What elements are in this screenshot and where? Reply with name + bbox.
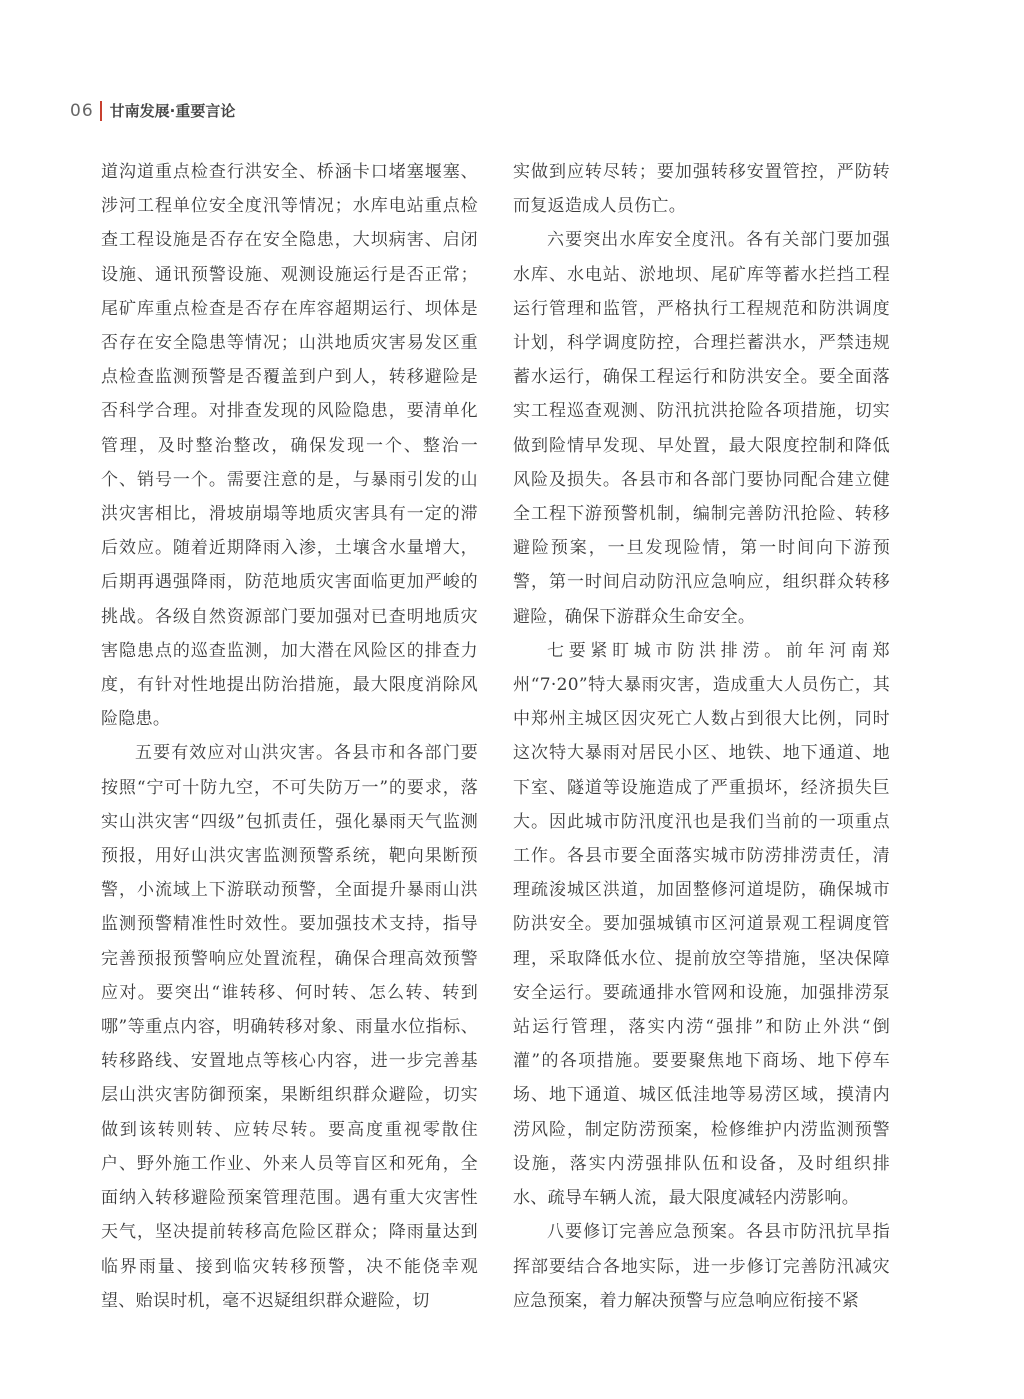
right-column — [513, 155, 890, 1318]
paragraph-left-1: 道沟道重点检查行洪安全、桥涵卡口堵塞堰塞、涉河工程单位安全度汛等情况；水库电站重点检查工程设施是否存在安全隐患，大坝病害、启闭设施、通讯预警设施、观测设施运行是否正常；尾矿库重点检查是否存在库容超期运行、坝体是否存在安全隐患等情况；山洪地质灾害易发区重点检查监测预警是否覆盖到户到人，转移避险是否科学合理。对排查发现的风险隐患，要清单化管理，及时整治整改，确保发现一个、整治一个、销号一个。需要注意的是，与暴雨引发的山洪灾害相比，滑坡崩塌等地质灾害具有一定的滞后效应。随着近期降雨入渗，土壤含水量增大，后期再遇强降雨，防范地质灾害面临更加严峻的挑战。各级自然资源部门要加强对已查明地质灾害隐患点的巡查监测，加大潜在风险区的排查力度，有针对性地提出防治措施，最大限度消除风险隐患。 — [101, 162, 478, 730]
paragraph-right-1: 实做到应转尽转；要加强转移安置管控，严防转而复返造成人员伤亡。 — [513, 162, 890, 217]
paragraph-right-4: 八要修订完善应急预案。各县市防汛抗旱指挥部要结合各地实际，进一步修订完善防汛减灾应急预案，着力解决预警与应急响应衔接不紧 — [513, 1222, 890, 1311]
left-column — [101, 155, 478, 1318]
paragraph-left-2: 五要有效应对山洪灾害。各县市和各部门要按照“宁可十防九空，不可失防万一”的要求，落实山洪灾害“四级”包抓责任，强化暴雨天气监测预报，用好山洪灾害监测预警系统，靶向果断预警，小流域上下游联动预警，全面提升暴雨山洪监测预警精准性时效性。要加强技术支持，指导完善预报预警响应处置流程，确保合理高效预警应对。要突出“谁转移、何时转、怎么转、转到哪”等重点内容，明确转移对象、雨量水位指标、转移路线、安置地点等核心内容，进一步完善基层山洪灾害防御预案，果断组织群众避险，切实做到该转则转、应转尽转。要高度重视零散住户、野外施工作业、外来人员等盲区和死角，全面纳入转移避险预案管理范围。遇有重大灾害性天气，坚决提前转移高危险区群众；降雨量达到临界雨量、接到临灾转移预警，决不能侥幸观望、贻误时机，毫不迟疑组织群众避险，切 — [101, 743, 478, 1311]
page-number: 06 — [70, 100, 94, 121]
section-title: 甘南发展·重要言论 — [109, 102, 236, 120]
page-header — [70, 100, 235, 121]
paragraph-right-2: 六要突出水库安全度汛。各有关部门要加强水库、水电站、淤地坝、尾矿库等蓄水拦挡工程运行管理和监管，严格执行工程规范和防洪调度计划，科学调度防控，合理拦蓄洪水，严禁违规蓄水运行，确保工程运行和防洪安全。要全面落实工程巡查观测、防汛抗洪抢险各项措施，切实做到险情早发现、早处置，最大限度控制和降低风险及损失。各县市和各部门要协同配合建立健全工程下游预警机制，编制完善防汛抢险、转移避险预案，一旦发现险情，第一时间向下游预警，第一时间启动防汛应急响应，组织群众转移避险，确保下游群众生命安全。 — [513, 230, 890, 627]
header-divider — [100, 101, 102, 121]
paragraph-right-3: 七要紧盯城市防洪排涝。前年河南郑州“7·20”特大暴雨灾害，造成重大人员伤亡，其中郑州主城区因灾死亡人数占到很大比例，同时这次特大暴雨对居民小区、地铁、地下通道、地下室、隧道等设施造成了严重损坏，经济损失巨大。因此城市防汛度汛也是我们当前的一项重点工作。各县市要全面落实城市防涝排涝责任，清理疏浚城区洪道，加固整修河道堤防，确保城市防洪安全。要加强城镇市区河道景观工程调度管理，采取降低水位、提前放空等措施，坚决保障安全运行。要疏通排水管网和设施，加强排涝泵站运行管理，落实内涝“强排”和防止外洪“倒灌”的各项措施。要要聚焦地下商场、地下停车场、地下通道、城区低洼地等易涝区域，摸清内涝风险，制定防涝预案，检修维护内涝监测预警设施，落实内涝强排队伍和设备，及时组织排水、疏导车辆人流，最大限度减轻内涝影响。 — [513, 640, 890, 1209]
